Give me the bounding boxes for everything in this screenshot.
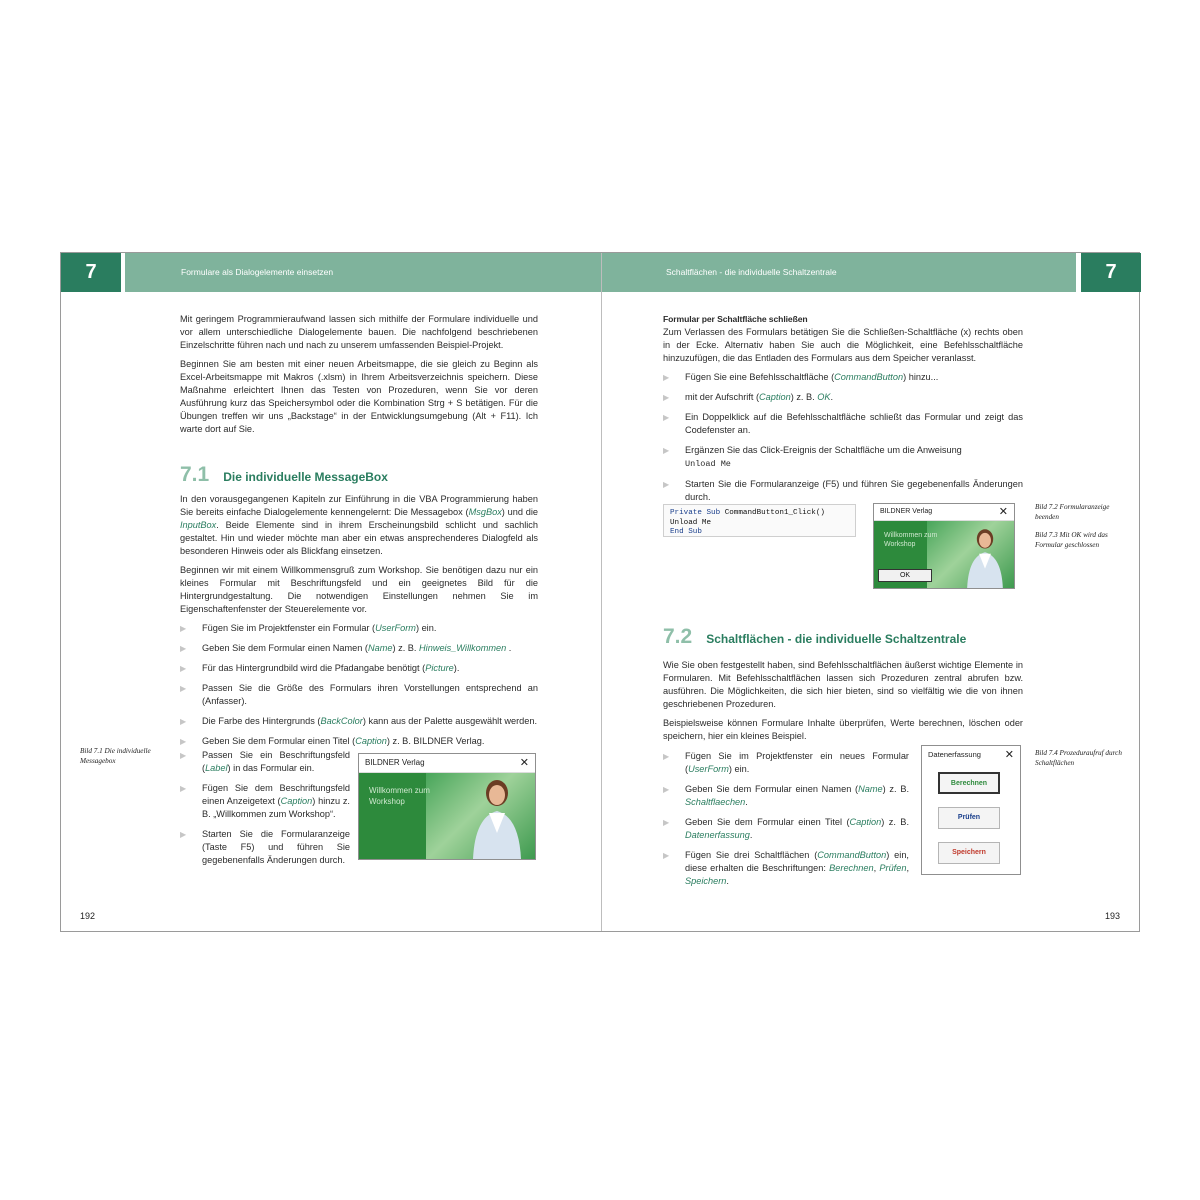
- list-item: ▶ Fügen Sie im Projektfenster ein neues Formular (UserForm) ein.: [663, 750, 909, 776]
- book-spread: [60, 252, 1140, 932]
- page-gutter: [601, 253, 602, 931]
- list-item: ▶ Starten Sie die Formularanzeige (Taste F5) und führen Sie gegebenenfalls Änderungen durch.: [180, 828, 350, 867]
- section-heading-7-1: [180, 463, 388, 487]
- form-background: [359, 773, 535, 859]
- form-title: BILDNER Verlag: [880, 508, 933, 515]
- form-titlebar: [359, 754, 535, 773]
- chapter-number-right: 7: [1081, 253, 1141, 292]
- list-item: ▶ Geben Sie dem Formular einen Titel (Caption) z. B. Datenerfassung.: [663, 816, 909, 842]
- section-title: Die individuelle MessageBox: [223, 470, 388, 484]
- paragraph-4: Beginnen wir mit einem Willkommensgruß zum Workshop. Sie benötigen dazu nur ein kleines Formular mit Beschriftungsfeld und ein geeignetes Bild für die Hintergrundgestaltung. Die notwendigen Einstellungen nehmen Sie im Eigenschaftenfenster der Steuerelemente vor.: [180, 565, 538, 614]
- left-section-text: [180, 493, 538, 755]
- subheading: Formular per Schaltfläche schließen: [663, 314, 808, 324]
- list-item: ▶ Fügen Sie eine Befehlsschaltfläche (CommandButton) hinzu...: [663, 371, 1023, 384]
- page-number-right: 193: [1105, 911, 1121, 921]
- code-line-2: Unload Me: [670, 518, 712, 527]
- list-item: ▶ Passen Sie die Größe des Formulars ihren Vorstellungen entsprechend an (Anfasser).: [180, 682, 538, 708]
- form-titlebar: [874, 504, 1014, 521]
- code-snippet: [663, 504, 856, 537]
- left-bullet-list: [180, 622, 538, 748]
- figure-caption-7-3: Bild 7.3 Mit OK wird das Formular geschlossen: [1035, 531, 1108, 549]
- welcome-form-screenshot: [358, 753, 536, 860]
- person-image: [962, 524, 1008, 588]
- ok-form-screenshot: [873, 503, 1015, 589]
- datenerfassung-form-screenshot: [921, 745, 1021, 875]
- list-item: ▶ Fügen Sie im Projektfenster ein Formular (UserForm) ein.: [180, 622, 538, 635]
- paragraph-3: In den vorausgegangenen Kapiteln zur Einführung in die VBA Programmierung haben Sie bereits einfache Dialogelemente kennengelernt: Die Messagebox (MsgBox) und die InputBox. Beide Elemente sind in ihrem Erscheinungsbild schlicht und sachlich gestaltet. Hin und wieder möchte man aber ein etwas ansprechenderes Dialogfeld als besonderen Hinweis oder als Blickfang einsetzen.: [180, 494, 538, 556]
- welcome-label: Willkommen zum Workshop: [884, 532, 938, 548]
- list-item: ▶ Ein Doppelklick auf die Befehlsschaltfläche schließt das Formular und zeigt das Codefenster an.: [663, 411, 1023, 437]
- form-background: [874, 521, 1014, 588]
- chapter-number-left: 7: [61, 253, 121, 292]
- paragraph: Zum Verlassen des Formulars betätigen Sie die Schließen-Schaltfläche (x) rechts oben in der Ecke. Alternativ haben Sie auch die Möglichkeit, eine Befehlsschaltfläche hinzuzufügen, die das Entladen des Formulars aus dem Speicher veranlasst.: [663, 327, 1023, 363]
- code-line-1: Private Sub CommandButton1_Click(): [670, 509, 825, 517]
- left-bullet-list-2: [180, 749, 350, 867]
- berechnen-button[interactable]: Berechnen: [938, 772, 1000, 794]
- pruefen-button[interactable]: Prüfen: [938, 807, 1000, 829]
- list-item: ▶ Geben Sie dem Formular einen Titel (Caption) z. B. BILDNER Verlag.: [180, 735, 538, 748]
- ok-button[interactable]: OK: [878, 569, 932, 582]
- section-number: 7.2: [663, 625, 693, 648]
- running-header-right: Schaltflächen - die individuelle Schaltzentrale: [602, 253, 1076, 292]
- section-number: 7.1: [180, 463, 210, 486]
- left-intro: [180, 313, 538, 442]
- list-item: ▶ Geben Sie dem Formular einen Namen (Name) z. B. Hinweis_Willkommen .: [180, 642, 538, 655]
- list-item: ▶ Geben Sie dem Formular einen Namen (Name) z. B. Schaltflaechen.: [663, 783, 909, 809]
- list-item: ▶ mit der Aufschrift (Caption) z. B. OK.: [663, 391, 1023, 404]
- form-titlebar: [922, 746, 1020, 764]
- close-icon[interactable]: ✕: [998, 506, 1008, 518]
- figure-caption-7-4: Bild 7.4 Prozeduraufruf durch Schaltflächen: [1035, 749, 1122, 767]
- list-item: ▶ Fügen Sie drei Schaltflächen (CommandButton) ein, diese erhalten die Beschriftungen: Berechnen, Prüfen, Speichern.: [663, 849, 909, 888]
- running-header-left: Formulare als Dialogelemente einsetzen: [125, 253, 601, 292]
- figure-caption-7-2: Bild 7.2 Formularanzeige beenden: [1035, 503, 1110, 521]
- close-icon[interactable]: ✕: [1004, 749, 1014, 761]
- list-item: ▶ Fügen Sie dem Beschriftungsfeld einen Anzeigetext (Caption) hinzu z. B. „Willkommen zum Workshop“.: [180, 782, 350, 821]
- left-bullets-narrow: [180, 749, 350, 874]
- right-bullets-narrow: [663, 750, 909, 895]
- right-intro: [663, 313, 1023, 511]
- page-number-left: 192: [80, 911, 96, 921]
- section-heading-7-2: [663, 625, 966, 649]
- close-icon[interactable]: ✕: [519, 757, 529, 769]
- intro-paragraph-1: Mit geringem Programmieraufwand lassen sich mithilfe der Formulare individuelle und vor allem unterschiedliche Dialogelemente bauen. Die nachfolgend beschriebenen Einzelschritte führen nach und nach zu unserem umfassenden Beispiel-Projekt.: [180, 314, 538, 350]
- list-item: ▶ Ergänzen Sie das Click-Ereignis der Schaltfläche um die Anweisung Unload Me: [663, 444, 1023, 471]
- paragraph: Wie Sie oben festgestellt haben, sind Befehlsschaltflächen äußerst wichtige Elemente in Formularen. Mit Befehlsschaltflächen lassen sich Prozeduren zentral abrufen bzw. ausführen. Die Möglichkeiten, die sich hier bieten, sind so vielfältig wie die von ihnen geschriebenen Prozeduren.: [663, 660, 1023, 709]
- list-item: ▶ Die Farbe des Hintergrunds (BackColor) kann aus der Palette ausgewählt werden.: [180, 715, 538, 728]
- figure-caption-7-1: Bild 7.1 Die individuelle Messagebox: [80, 747, 151, 765]
- intro-paragraph-2: Beginnen Sie am besten mit einer neuen Arbeitsmappe, die sie gleich zu Beginn als Excel-Arbeitsmappe mit Makros (.xlsm) in Ihrem Arbeitsverzeichnis speichern. Diese Maßnahme erleichtert Ihnen das Testen von Prozeduren, wenn Sie vor deren Ausführung kurz das Speichersymbol oder die Kombination Strg + S betätigen. Für die Übungen treffen wir uns „Backstage“ in der Entwicklungsumgebung (Alt + F11). Ich warte dort auf Sie.: [180, 359, 538, 434]
- person-image: [467, 773, 527, 859]
- welcome-label: Willkommen zum Workshop: [369, 786, 430, 806]
- list-item: ▶ Passen Sie ein Beschriftungsfeld (Label) in das Formular ein.: [180, 749, 350, 775]
- paragraph: Beispielsweise können Formulare Inhalte überprüfen, Werte berechnen, löschen oder speichern, hier ein kleines Beispiel.: [663, 718, 1023, 741]
- right-bullet-list-2: [663, 750, 909, 888]
- code-line-3: End Sub: [670, 528, 702, 536]
- speichern-button[interactable]: Speichern: [938, 842, 1000, 864]
- section-title: Schaltflächen - die individuelle Schaltzentrale: [706, 632, 967, 646]
- list-item: ▶ Für das Hintergrundbild wird die Pfadangabe benötigt (Picture).: [180, 662, 538, 675]
- right-bullet-list: [663, 371, 1023, 504]
- list-item: ▶ Starten Sie die Formularanzeige (F5) und führen Sie gegebenenfalls Änderungen durch.: [663, 478, 1023, 504]
- form-title: BILDNER Verlag: [365, 758, 425, 767]
- right-section-text: [663, 659, 1023, 749]
- form-title: Datenerfassung: [928, 750, 981, 759]
